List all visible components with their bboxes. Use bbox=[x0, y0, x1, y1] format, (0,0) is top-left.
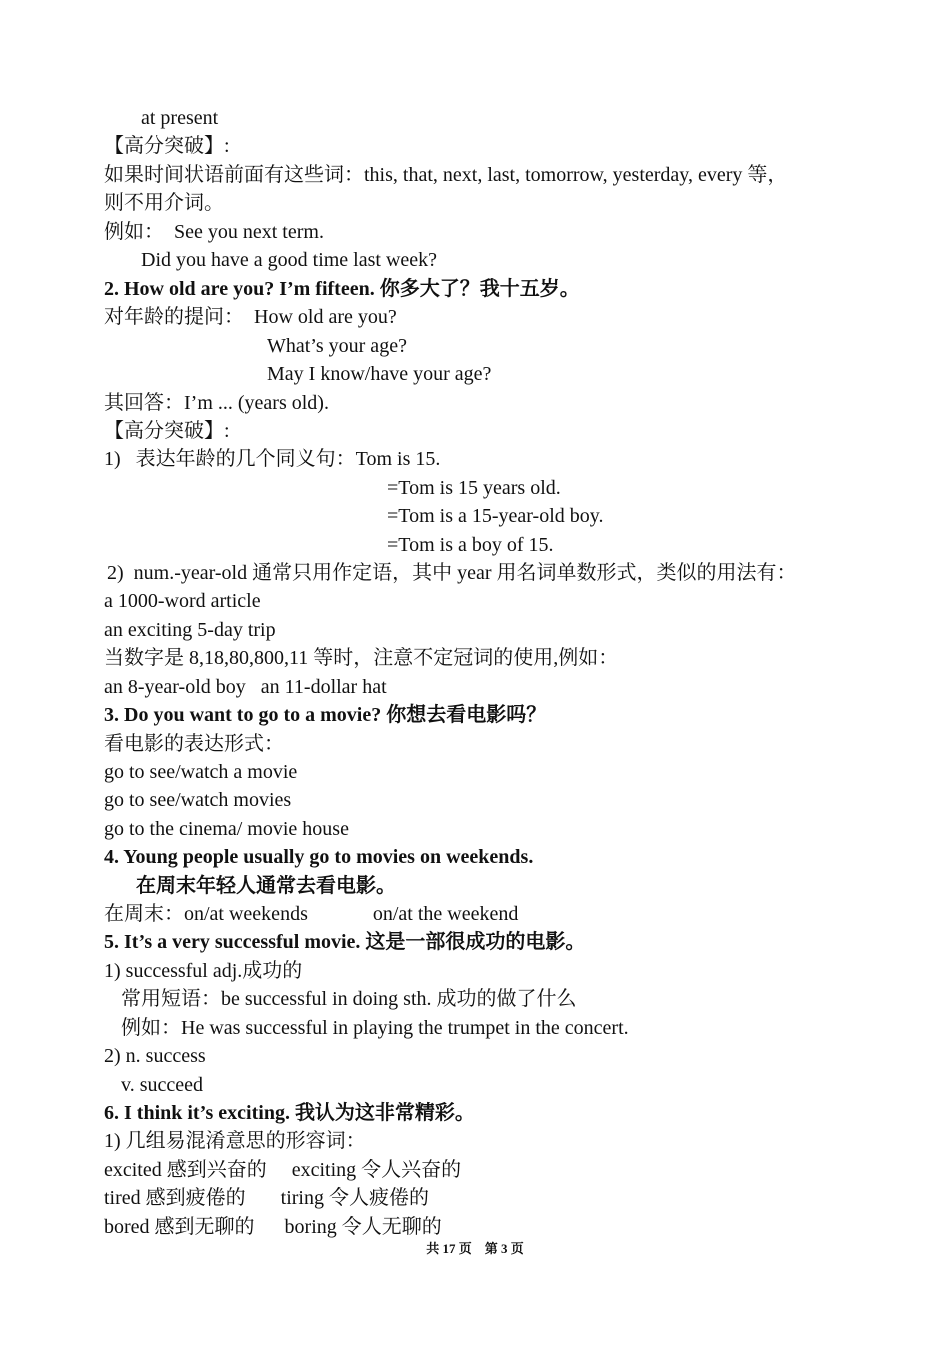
heading-5: 5. It’s a very successful movie. 这是一部很成功的电影。 bbox=[104, 931, 586, 953]
text-line: go to see/watch a movie bbox=[104, 761, 298, 783]
text-line: 例如：He was successful in playing the trumpet in the concert. bbox=[121, 1017, 629, 1039]
text-line: a 1000-word article bbox=[104, 590, 261, 612]
text-line: tired 感到疲倦的 tiring 令人疲倦的 bbox=[104, 1187, 429, 1209]
text-line: =Tom is a boy of 15. bbox=[387, 534, 554, 556]
text-line: 如果时间状语前面有这些词：this, that, next, last, tomorrow, yesterday, every 等， bbox=[104, 164, 788, 186]
heading-4: 4. Young people usually go to movies on weekends. bbox=[104, 846, 534, 868]
text-line: 1) successful adj.成功的 bbox=[104, 960, 303, 982]
text-line: excited 感到兴奋的 exciting 令人兴奋的 bbox=[104, 1159, 462, 1181]
heading-2: 2. How old are you? I’m fifteen. 你多大了？我十五岁。 bbox=[104, 278, 580, 300]
text-line: go to the cinema/ movie house bbox=[104, 818, 349, 840]
heading-4-translation: 在周末年轻人通常去看电影。 bbox=[136, 875, 396, 897]
text-line: bored 感到无聊的 boring 令人无聊的 bbox=[104, 1216, 442, 1238]
text-line: 2) num.-year-old 通常只用作定语，其中 year 用名词单数形式，类似的用法有： bbox=[107, 562, 797, 584]
page-footer: 共 17 页 第 3 页 bbox=[426, 1241, 524, 1256]
text-line: =Tom is 15 years old. bbox=[387, 477, 561, 499]
example-line: 例如： See you next term. bbox=[104, 221, 324, 243]
heading-6: 6. I think it’s exciting. 我认为这非常精彩。 bbox=[104, 1102, 475, 1124]
text-line: =Tom is a 15-year-old boy. bbox=[387, 505, 604, 527]
text-line: 2) n. success bbox=[104, 1045, 206, 1067]
text-line: 在周末：on/at weekends on/at the weekend bbox=[104, 903, 519, 925]
text-line: May I know/have your age? bbox=[267, 363, 492, 385]
text-line: What’s your age? bbox=[267, 335, 407, 357]
text-line: 当数字是 8,18,80,800,11 等时，注意不定冠词的使用,例如： bbox=[104, 647, 619, 669]
text-line: 1) 几组易混淆意思的形容词： bbox=[104, 1130, 366, 1152]
text-line: go to see/watch movies bbox=[104, 789, 292, 811]
text-line: 其回答：I’m ... (years old). bbox=[104, 392, 329, 414]
text-line: 常用短语：be successful in doing sth. 成功的做了什么 bbox=[121, 988, 577, 1010]
text-line: 对年龄的提问： How old are you? bbox=[104, 306, 397, 328]
text-line: 1) 表达年龄的几个同义句：Tom is 15. bbox=[104, 448, 441, 470]
text-line: 看电影的表达形式： bbox=[104, 733, 284, 755]
text-line: an 8-year-old boy an 11-dollar hat bbox=[104, 676, 387, 698]
text-line: an exciting 5-day trip bbox=[104, 619, 276, 641]
text-line: at present bbox=[141, 107, 219, 129]
heading-3: 3. Do you want to go to a movie? 你想去看电影吗？ bbox=[104, 704, 547, 726]
example-line: Did you have a good time last week? bbox=[141, 249, 438, 271]
text-line: 则不用介词。 bbox=[104, 192, 224, 214]
text-line: v. succeed bbox=[121, 1074, 203, 1096]
section-label: 【高分突破】: bbox=[104, 135, 230, 157]
section-label: 【高分突破】: bbox=[104, 420, 230, 442]
